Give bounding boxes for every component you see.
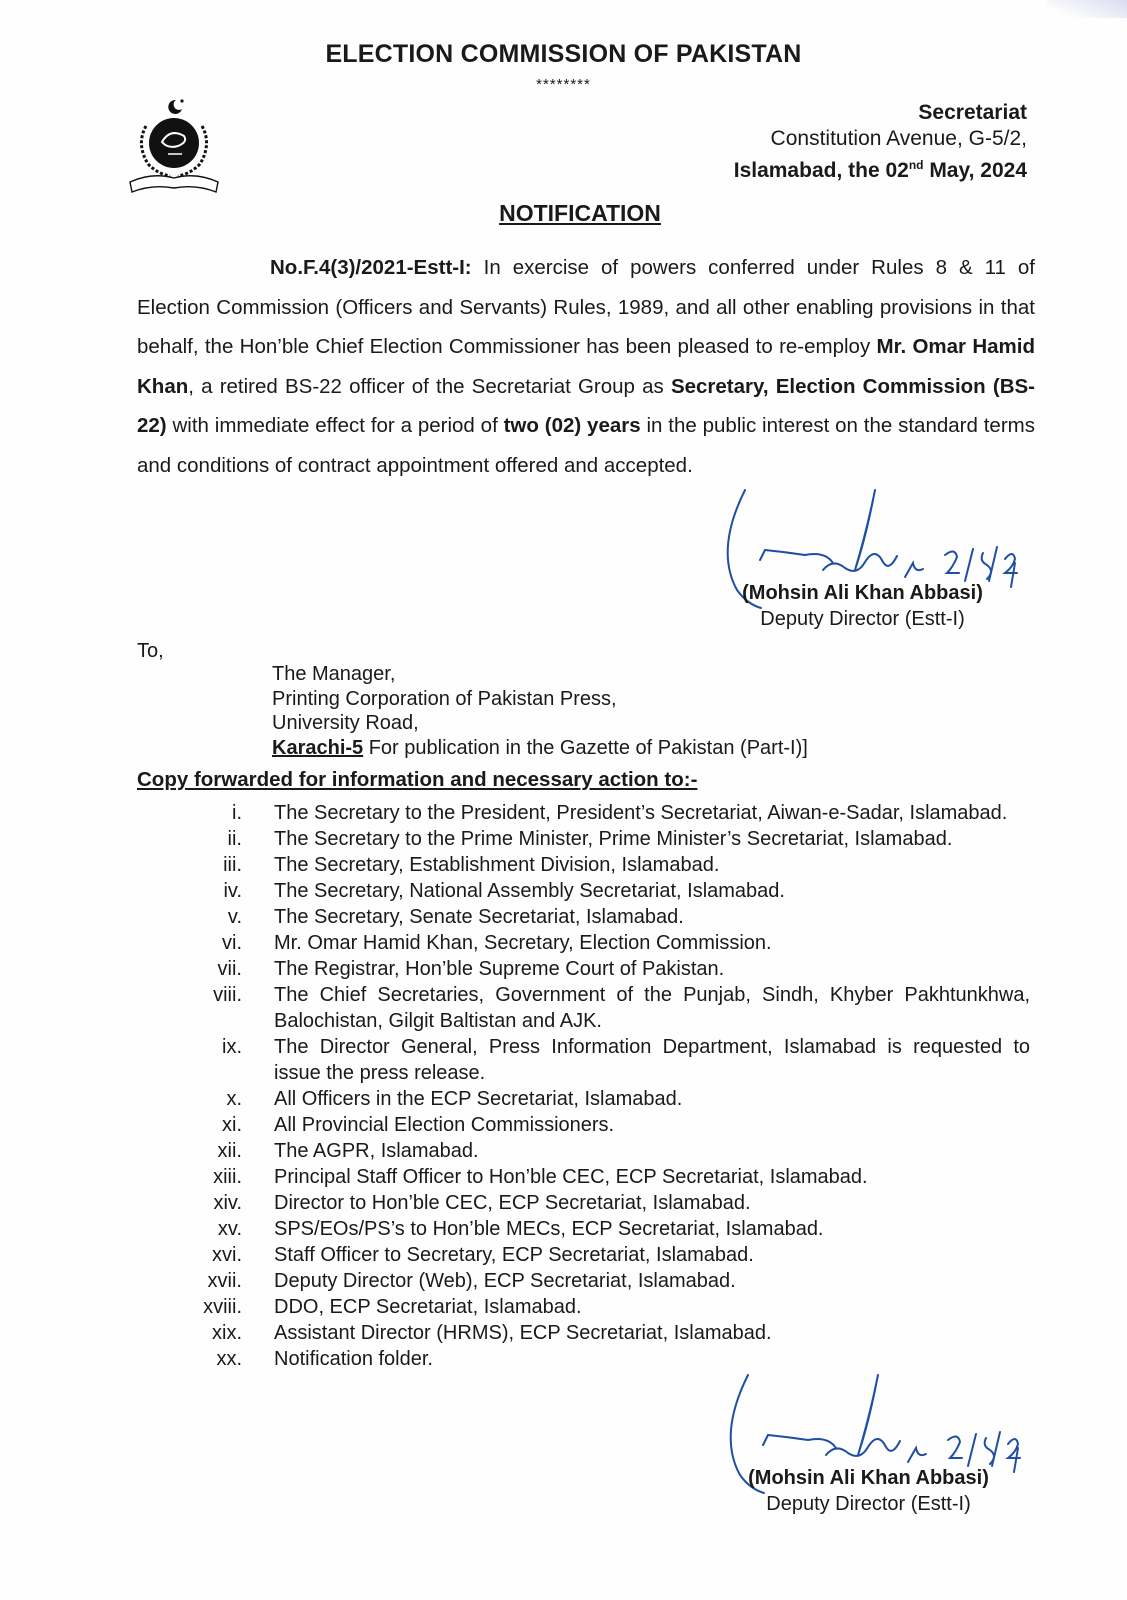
item-text: The Secretary, Establishment Division, Islamabad. (274, 854, 720, 876)
document-title: ELECTION COMMISSION OF PAKISTAN (325, 40, 802, 68)
item-text: The Director General, Press Information Department, Islamabad is requested to issue the press release. (274, 1036, 1030, 1084)
address-office: Secretariat (918, 101, 1027, 124)
list-item (190, 956, 1030, 982)
list-item (190, 1138, 1030, 1164)
item-text: Assistant Director (HRMS), ECP Secretariat, Islamabad. (274, 1322, 772, 1344)
list-item (190, 982, 1030, 1034)
recipient-line: Printing Corporation of Pakistan Press, (272, 687, 617, 710)
item-number: v. (227, 906, 242, 928)
date-prefix: Islamabad, the 02 (733, 159, 909, 182)
issue-date (734, 152, 1027, 184)
recipient-city: Karachi-5 (272, 736, 364, 759)
recipient-city-line (272, 736, 808, 761)
item-number: xi. (222, 1114, 242, 1136)
signatory-name: (Mohsin Ali Khan Abbasi) (748, 1467, 989, 1489)
item-text: The Chief Secretaries, Government of the Punjab, Sindh, Khyber Pakhtunkhwa, Balochistan, Gilgit Baltistan and AJK. (274, 984, 1030, 1032)
list-item (190, 1034, 1030, 1086)
list-item (190, 1216, 1030, 1242)
item-number: xviii. (203, 1296, 242, 1318)
signatory-block (726, 1465, 1011, 1517)
copy-forwarded-heading: Copy forwarded for information and necessary action to:- (137, 768, 698, 791)
to-label: To, (137, 640, 164, 662)
list-item (190, 800, 1030, 826)
recipient-address (272, 662, 808, 760)
body-text: in the public interest on the standard terms and conditions of contract appointment offered and accepted. (137, 414, 1035, 477)
body-text: , a retired BS-22 officer of the Secretariat Group as (188, 374, 671, 398)
item-number: vi. (222, 932, 242, 954)
address-street: Constitution Avenue, G-5/2, (770, 127, 1027, 150)
item-text: Staff Officer to Secretary, ECP Secretariat, Islamabad. (274, 1244, 754, 1266)
item-text: Deputy Director (Web), ECP Secretariat, Islamabad. (274, 1270, 736, 1292)
item-number: xii. (217, 1140, 242, 1162)
item-number: xix. (212, 1322, 242, 1344)
list-item (190, 930, 1030, 956)
item-text: The Secretary, National Assembly Secretariat, Islamabad. (274, 880, 785, 902)
list-item (190, 1320, 1030, 1346)
item-number: xiii. (213, 1166, 242, 1188)
item-number: viii. (213, 984, 242, 1006)
item-text: The Secretary, Senate Secretariat, Islamabad. (274, 906, 684, 928)
item-text: DDO, ECP Secretariat, Islamabad. (274, 1296, 582, 1318)
item-text: Director to Hon’ble CEC, ECP Secretariat, Islamabad. (274, 1192, 751, 1214)
recipient-line: University Road, (272, 712, 419, 734)
scan-smudge (1047, 0, 1127, 18)
body-text: with immediate effect for a period of (166, 414, 504, 437)
list-item (190, 904, 1030, 930)
item-number: iii. (223, 854, 242, 876)
date-suffix: nd (908, 158, 924, 172)
appointment-period: two (02) years (503, 414, 641, 437)
signatory-block (720, 580, 1005, 632)
reference-number: No.F.4(3)/2021-Estt-I: (270, 256, 472, 279)
list-item (190, 1346, 1030, 1372)
list-item (190, 878, 1030, 904)
ecp-emblem-icon (126, 96, 222, 196)
item-number: iv. (223, 880, 242, 902)
list-item (190, 1294, 1030, 1320)
item-text: The AGPR, Islamabad. (274, 1140, 479, 1162)
appointee-name: Mr. Omar Hamid Khan (137, 335, 1035, 398)
recipient-line: The Manager, (272, 663, 396, 685)
item-number: ix. (222, 1036, 242, 1058)
item-text: The Secretary to the Prime Minister, Prime Minister’s Secretariat, Islamabad. (274, 828, 953, 850)
item-number: vii. (217, 958, 242, 980)
appointed-post: Secretary, Election Commission (BS-22) (137, 374, 1035, 437)
list-item (190, 1112, 1030, 1138)
list-item (190, 1086, 1030, 1112)
notification-heading: NOTIFICATION (499, 200, 661, 226)
body-text: In exercise of powers conferred under Rules 8 & 11 of Election Commission (Officers and Servants) Rules, 1989, and all other enabling provisions in that behalf, the Hon’ble Chief Election Commissioner has been pleased to re-employ (137, 256, 1035, 358)
item-text: The Registrar, Hon’ble Supreme Court of Pakistan. (274, 958, 725, 980)
copy-list (190, 800, 1030, 1372)
item-text: The Secretary to the President, President’s Secretariat, Aiwan-e-Sadar, Islamabad. (274, 802, 1008, 824)
list-item (190, 826, 1030, 852)
item-text: All Officers in the ECP Secretariat, Islamabad. (274, 1088, 683, 1110)
signatory-designation: Deputy Director (Estt-I) (760, 608, 965, 630)
title-separator: ******** (536, 76, 591, 93)
item-number: xx. (216, 1348, 242, 1370)
list-item (190, 852, 1030, 878)
item-number: xvii. (207, 1270, 242, 1292)
list-item (190, 1190, 1030, 1216)
signatory-designation: Deputy Director (Estt-I) (766, 1493, 971, 1515)
item-text: Mr. Omar Hamid Khan, Secretary, Election Commission. (274, 932, 772, 954)
item-text: Notification folder. (274, 1348, 433, 1370)
item-text: Principal Staff Officer to Hon’ble CEC, ECP Secretariat, Islamabad. (274, 1166, 868, 1188)
item-number: xiv. (213, 1192, 242, 1214)
secretariat-address (734, 100, 1027, 184)
item-text: All Provincial Election Commissioners. (274, 1114, 615, 1136)
item-text: SPS/EOs/PS’s to Hon’ble MECs, ECP Secretariat, Islamabad. (274, 1218, 824, 1240)
item-number: i. (232, 802, 242, 824)
item-number: x. (226, 1088, 242, 1110)
list-item (190, 1164, 1030, 1190)
signatory-name: (Mohsin Ali Khan Abbasi) (742, 582, 983, 604)
item-number: ii. (227, 828, 242, 850)
list-item (190, 1242, 1030, 1268)
item-number: xv. (217, 1218, 242, 1240)
notification-body (137, 248, 1035, 485)
list-item (190, 1268, 1030, 1294)
date-month-year: May, 2024 (923, 159, 1027, 182)
item-number: xvi. (212, 1244, 242, 1266)
publication-note: For publication in the Gazette of Pakistan (Part-I)] (363, 736, 808, 759)
